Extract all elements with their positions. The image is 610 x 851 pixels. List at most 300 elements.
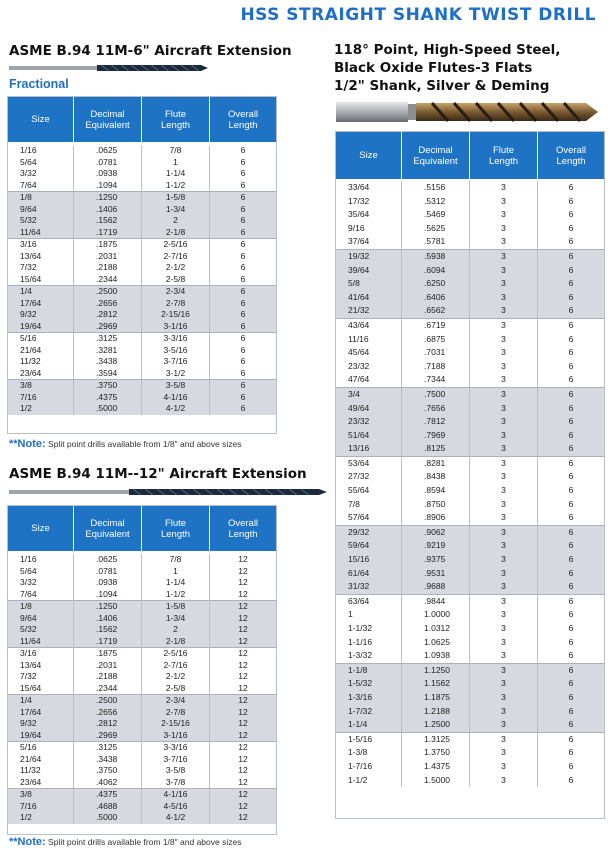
drill-bit-image [9, 63, 209, 73]
cell-size: 5/8 [336, 277, 402, 291]
table-row [8, 192, 276, 204]
table-row [336, 580, 604, 594]
cell-overall-length: 6 [568, 402, 574, 413]
cell-overall-length: 6 [240, 333, 246, 343]
table-row [8, 613, 276, 625]
cell-flute-length: 3 [470, 360, 538, 374]
cell-overall-length: 6 [568, 347, 574, 358]
cell-flute-length: 3 [470, 636, 538, 650]
cell-decimal: .0781 [74, 566, 142, 578]
cell-flute-length: 3-5/16 [142, 345, 210, 357]
table-row [336, 664, 604, 678]
cell-decimal: .2500 [74, 695, 142, 707]
cell-overall-length: 6 [240, 179, 246, 190]
cell-size: 53/64 [336, 457, 402, 471]
column-header-overall: Overall Length [227, 517, 259, 540]
cell-flute-length: 1-1/2 [142, 180, 210, 192]
cell-overall-length: 6 [240, 320, 246, 331]
cell-size: 5/16 [8, 742, 74, 754]
cell-overall-length: 6 [240, 309, 246, 319]
cell-size: 35/64 [336, 208, 402, 222]
cell-size: 1/8 [8, 192, 74, 204]
cell-size: 11/32 [8, 356, 74, 368]
cell-flute-length: 3 [470, 442, 538, 456]
cell-overall-length: 12 [238, 671, 248, 681]
cell-flute-length: 3 [470, 567, 538, 581]
cell-size: 21/32 [336, 304, 402, 318]
row-group [336, 526, 604, 595]
fractional-label: Fractional [9, 77, 69, 91]
cell-decimal: .5469 [402, 208, 470, 222]
cell-decimal: .8438 [402, 470, 470, 484]
cell-flute-length: 2-5/8 [142, 274, 210, 286]
cell-flute-length: 3 [470, 760, 538, 774]
cell-overall-length: 6 [240, 297, 246, 308]
cell-overall-length: 6 [568, 595, 574, 606]
table-row [336, 608, 604, 622]
cell-decimal: .0625 [74, 554, 142, 566]
table-row [8, 636, 276, 648]
row-group [8, 601, 276, 648]
cell-decimal: .5000 [74, 812, 142, 824]
cell-size: 9/64 [8, 204, 74, 216]
cell-flute-length: 2-15/16 [142, 718, 210, 730]
cell-overall-length: 6 [240, 250, 246, 261]
cell-decimal: .1406 [74, 613, 142, 625]
cell-flute-length: 3 [470, 746, 538, 760]
table-row [336, 346, 604, 360]
cell-decimal: .0938 [74, 577, 142, 589]
table-row [8, 671, 276, 683]
cell-size: 19/64 [8, 321, 74, 333]
cell-flute-length: 3 [470, 649, 538, 663]
cell-size: 1-1/4 [336, 718, 402, 732]
cell-decimal: .2188 [74, 262, 142, 274]
cell-decimal: .0625 [74, 145, 142, 157]
cell-size: 1-5/16 [336, 733, 402, 747]
row-group [336, 595, 604, 664]
cell-decimal: .9062 [402, 526, 470, 540]
section-title-silver-deming [334, 41, 604, 95]
cell-flute-length: 3 [470, 333, 538, 347]
cell-size: 1/16 [8, 554, 74, 566]
table-row [336, 774, 604, 788]
cell-overall-length: 6 [568, 650, 574, 661]
cell-decimal: .9375 [402, 553, 470, 567]
row-group [8, 192, 276, 239]
cell-flute-length: 3 [470, 415, 538, 429]
cell-overall-length: 6 [568, 291, 574, 302]
cell-flute-length: 2-5/8 [142, 683, 210, 695]
cell-flute-length: 3 [470, 291, 538, 305]
cell-flute-length: 3 [470, 470, 538, 484]
row-group [336, 388, 604, 457]
cell-decimal: .0781 [74, 157, 142, 169]
cell-decimal: .2656 [74, 707, 142, 719]
cell-decimal: 1.1875 [402, 691, 470, 705]
row-group [8, 742, 276, 789]
table-row [336, 442, 604, 456]
cell-size: 17/32 [336, 195, 402, 209]
cell-flute-length: 3 [470, 622, 538, 636]
table-body [8, 142, 276, 415]
cell-flute-length: 7/8 [142, 145, 210, 157]
cell-overall-length: 6 [240, 262, 246, 272]
cell-flute-length: 4-1/16 [142, 789, 210, 801]
table-row [336, 360, 604, 374]
table-row [336, 235, 604, 249]
cell-overall-length: 12 [238, 635, 248, 646]
cell-size: 63/64 [336, 595, 402, 609]
cell-size: 1/4 [8, 695, 74, 707]
cell-flute-length: 3-5/8 [142, 380, 210, 392]
cell-size: 1/8 [8, 601, 74, 613]
cell-decimal: .1719 [74, 227, 142, 239]
section-title-6in-extension: ASME B.94 11M-6" Aircraft Extension [9, 43, 292, 59]
column-header-size: Size [8, 97, 74, 142]
note-text: Split point drills available from 1/8" and above sizes [45, 439, 242, 449]
cell-flute-length: 3 [470, 429, 538, 443]
cell-flute-length: 3 [470, 718, 538, 732]
column-header-size: Size [336, 132, 402, 179]
silver-deming-drill-image [336, 100, 604, 128]
table-row [8, 262, 276, 274]
cell-overall-length: 6 [240, 356, 246, 366]
cell-size: 17/64 [8, 298, 74, 310]
cell-flute-length: 4-1/16 [142, 392, 210, 404]
cell-decimal: .8281 [402, 457, 470, 471]
split-point-note [9, 836, 241, 848]
cell-size: 7/64 [8, 589, 74, 601]
cell-overall-length: 6 [568, 554, 574, 565]
cell-size: 1/2 [8, 403, 74, 415]
table-row [336, 333, 604, 347]
cell-flute-length: 1-1/4 [142, 168, 210, 180]
table-row [8, 683, 276, 695]
cell-flute-length: 3 [470, 277, 538, 291]
cell-decimal: .2812 [74, 718, 142, 730]
cell-decimal: .0938 [74, 168, 142, 180]
cell-decimal: 1.0938 [402, 649, 470, 663]
cell-decimal: 1.0312 [402, 622, 470, 636]
cell-decimal: 1.1250 [402, 664, 470, 678]
cell-size: 13/64 [8, 660, 74, 672]
table-row [8, 742, 276, 754]
table-row [8, 239, 276, 251]
cell-overall-length: 12 [238, 800, 248, 811]
cell-size: 7/8 [336, 498, 402, 512]
cell-size: 59/64 [336, 539, 402, 553]
cell-flute-length: 2-7/8 [142, 298, 210, 310]
cell-overall-length: 6 [240, 192, 246, 202]
cell-size: 41/64 [336, 291, 402, 305]
cell-decimal: .6562 [402, 304, 470, 318]
cell-flute-length: 3 [470, 457, 538, 471]
row-group [336, 319, 604, 388]
cell-size: 15/64 [8, 683, 74, 695]
cell-overall-length: 6 [568, 195, 574, 206]
table-row [8, 204, 276, 216]
cell-size: 55/64 [336, 484, 402, 498]
table-row [336, 567, 604, 581]
cell-decimal: .5156 [402, 181, 470, 195]
cell-decimal: .3438 [74, 754, 142, 766]
cell-decimal: .2031 [74, 660, 142, 672]
table-row [336, 470, 604, 484]
cell-decimal: .3125 [74, 742, 142, 754]
cell-flute-length: 3 [470, 235, 538, 249]
table-row [8, 707, 276, 719]
table-row [8, 754, 276, 766]
cell-decimal: .3438 [74, 356, 142, 368]
cell-overall-length: 12 [238, 601, 248, 611]
cell-size: 17/64 [8, 707, 74, 719]
table-row [336, 691, 604, 705]
cell-overall-length: 6 [568, 760, 574, 771]
cell-flute-length: 2-3/4 [142, 695, 210, 707]
cell-overall-length: 6 [568, 512, 574, 523]
cell-flute-length: 3-3/16 [142, 742, 210, 754]
cell-flute-length: 2-5/16 [142, 239, 210, 251]
cell-flute-length: 3 [470, 195, 538, 209]
table-row [336, 277, 604, 291]
cell-decimal: .1250 [74, 192, 142, 204]
table-body [336, 179, 604, 787]
cell-size: 27/32 [336, 470, 402, 484]
page-title: HSS STRAIGHT SHANK TWIST DRILL [240, 5, 596, 25]
cell-flute-length: 3 [470, 264, 538, 278]
table-row [8, 765, 276, 777]
table-6in-extension [7, 96, 277, 434]
table-row [336, 250, 604, 264]
table-row [336, 373, 604, 387]
cell-overall-length: 6 [568, 705, 574, 716]
cell-size: 1-7/32 [336, 705, 402, 719]
table-row [336, 539, 604, 553]
row-group [8, 333, 276, 380]
cell-size: 21/64 [8, 754, 74, 766]
table-row [8, 566, 276, 578]
cell-overall-length: 6 [568, 609, 574, 620]
cell-overall-length: 6 [568, 182, 574, 192]
column-header-overall: Overall Length [555, 144, 587, 167]
cell-size: 5/64 [8, 157, 74, 169]
cell-decimal: .5625 [402, 222, 470, 236]
cell-decimal: .4375 [74, 392, 142, 404]
table-row [336, 319, 604, 333]
row-group [8, 648, 276, 695]
row-group [8, 286, 276, 333]
cell-decimal: .3750 [74, 380, 142, 392]
table-row [336, 622, 604, 636]
table-row [336, 304, 604, 318]
table-row [336, 484, 604, 498]
row-group [336, 733, 604, 787]
cell-flute-length: 7/8 [142, 554, 210, 566]
table-row [8, 145, 276, 157]
cell-flute-length: 2-5/16 [142, 648, 210, 660]
cell-flute-length: 1 [142, 157, 210, 169]
cell-flute-length: 2-7/16 [142, 251, 210, 263]
cell-size: 3/32 [8, 577, 74, 589]
cell-size: 1-1/32 [336, 622, 402, 636]
cell-decimal: .1875 [74, 648, 142, 660]
cell-overall-length: 6 [240, 344, 246, 355]
table-12in-extension [7, 505, 277, 835]
cell-flute-length: 2 [142, 215, 210, 227]
cell-flute-length: 1-5/8 [142, 601, 210, 613]
row-group [8, 239, 276, 286]
cell-overall-length: 6 [240, 380, 246, 390]
cell-decimal: 1.5000 [402, 774, 470, 788]
cell-decimal: .9688 [402, 580, 470, 594]
cell-flute-length: 3 [470, 388, 538, 402]
cell-size: 5/64 [8, 566, 74, 578]
cell-flute-length: 1-1/2 [142, 589, 210, 601]
cell-overall-length: 6 [568, 581, 574, 592]
table-row [8, 180, 276, 192]
cell-flute-length: 3 [470, 222, 538, 236]
table-row [336, 195, 604, 209]
table-row [8, 730, 276, 742]
cell-size: 45/64 [336, 346, 402, 360]
cell-size: 23/64 [8, 368, 74, 380]
cell-overall-length: 6 [568, 540, 574, 551]
column-header-decimal: Decimal Equivalent [402, 132, 470, 179]
cell-overall-length: 12 [238, 554, 248, 564]
cell-size: 1/16 [8, 145, 74, 157]
table-row [336, 291, 604, 305]
cell-flute-length: 3 [470, 677, 538, 691]
cell-size: 1/4 [8, 286, 74, 298]
row-group [336, 181, 604, 250]
cell-overall-length: 6 [568, 747, 574, 758]
table-header [8, 506, 276, 551]
cell-decimal: .5312 [402, 195, 470, 209]
table-row [8, 286, 276, 298]
cell-decimal: .7500 [402, 388, 470, 402]
cell-overall-length: 6 [568, 264, 574, 275]
cell-size: 1-1/2 [336, 774, 402, 788]
cell-size: 7/64 [8, 180, 74, 192]
table-header [336, 132, 604, 179]
row-group [8, 554, 276, 601]
table-row [8, 624, 276, 636]
cell-overall-length: 12 [238, 577, 248, 587]
cell-overall-length: 6 [568, 319, 574, 330]
cell-size: 11/32 [8, 765, 74, 777]
cell-size: 3/32 [8, 168, 74, 180]
cell-overall-length: 6 [568, 236, 574, 247]
cell-overall-length: 6 [568, 457, 574, 468]
cell-flute-length: 3-7/16 [142, 356, 210, 368]
table-row [8, 812, 276, 824]
cell-decimal: 1.1562 [402, 677, 470, 691]
cell-decimal: .7031 [402, 346, 470, 360]
cell-flute-length: 1-3/4 [142, 204, 210, 216]
cell-decimal: .7812 [402, 415, 470, 429]
cell-flute-length: 3 [470, 181, 538, 195]
cell-flute-length: 3 [470, 553, 538, 567]
table-row [8, 718, 276, 730]
table-row [336, 181, 604, 195]
cell-overall-length: 12 [238, 729, 248, 740]
table-row [8, 157, 276, 169]
cell-overall-length: 6 [568, 222, 574, 233]
table-row [8, 660, 276, 672]
table-row [336, 677, 604, 691]
cell-decimal: .8750 [402, 498, 470, 512]
cell-size: 19/64 [8, 730, 74, 742]
table-row [336, 553, 604, 567]
cell-overall-length: 6 [568, 774, 574, 785]
cell-decimal: 1.2188 [402, 705, 470, 719]
cell-flute-length: 4-1/2 [142, 403, 210, 415]
table-row [8, 227, 276, 239]
cell-overall-length: 6 [568, 733, 574, 744]
column-header-decimal: Decimal Equivalent [74, 506, 142, 551]
cell-overall-length: 6 [568, 305, 574, 316]
cell-overall-length: 6 [240, 239, 246, 249]
cell-size: 1 [336, 608, 402, 622]
cell-overall-length: 12 [238, 776, 248, 787]
cell-overall-length: 6 [568, 664, 574, 675]
cell-flute-length: 1-3/4 [142, 613, 210, 625]
cell-flute-length: 3 [470, 733, 538, 747]
cell-decimal: .9219 [402, 539, 470, 553]
drill-bit-image [9, 487, 329, 497]
cell-decimal: .5938 [402, 250, 470, 264]
table-row [8, 333, 276, 345]
table-row [8, 215, 276, 227]
cell-overall-length: 6 [240, 403, 246, 413]
cell-overall-length: 12 [238, 765, 248, 775]
cell-size: 47/64 [336, 373, 402, 387]
cell-decimal: .3594 [74, 368, 142, 380]
table-row [8, 298, 276, 310]
cell-flute-length: 3 [470, 664, 538, 678]
cell-flute-length: 3 [470, 319, 538, 333]
cell-size: 15/64 [8, 274, 74, 286]
table-row [8, 403, 276, 415]
cell-overall-length: 6 [240, 273, 246, 284]
cell-flute-length: 3 [470, 595, 538, 609]
cell-flute-length: 1-1/4 [142, 577, 210, 589]
cell-size: 23/32 [336, 415, 402, 429]
table-row [336, 636, 604, 650]
cell-size: 3/16 [8, 239, 74, 251]
table-row [8, 321, 276, 333]
cell-overall-length: 6 [568, 250, 574, 261]
row-group [336, 250, 604, 319]
cell-overall-length: 6 [240, 156, 246, 167]
table-row [336, 511, 604, 525]
cell-size: 21/64 [8, 345, 74, 357]
cell-decimal: 1.0000 [402, 608, 470, 622]
cell-overall-length: 6 [240, 226, 246, 237]
cell-overall-length: 12 [238, 682, 248, 693]
cell-overall-length: 12 [238, 695, 248, 705]
cell-flute-length: 4-1/2 [142, 812, 210, 824]
cell-flute-length: 3-1/2 [142, 368, 210, 380]
cell-size: 9/32 [8, 718, 74, 730]
cell-decimal: .4688 [74, 801, 142, 813]
cell-overall-length: 6 [568, 678, 574, 689]
cell-overall-length: 6 [568, 374, 574, 385]
cell-decimal: .1875 [74, 239, 142, 251]
table-row [336, 402, 604, 416]
column-header-decimal: Decimal Equivalent [74, 97, 142, 142]
